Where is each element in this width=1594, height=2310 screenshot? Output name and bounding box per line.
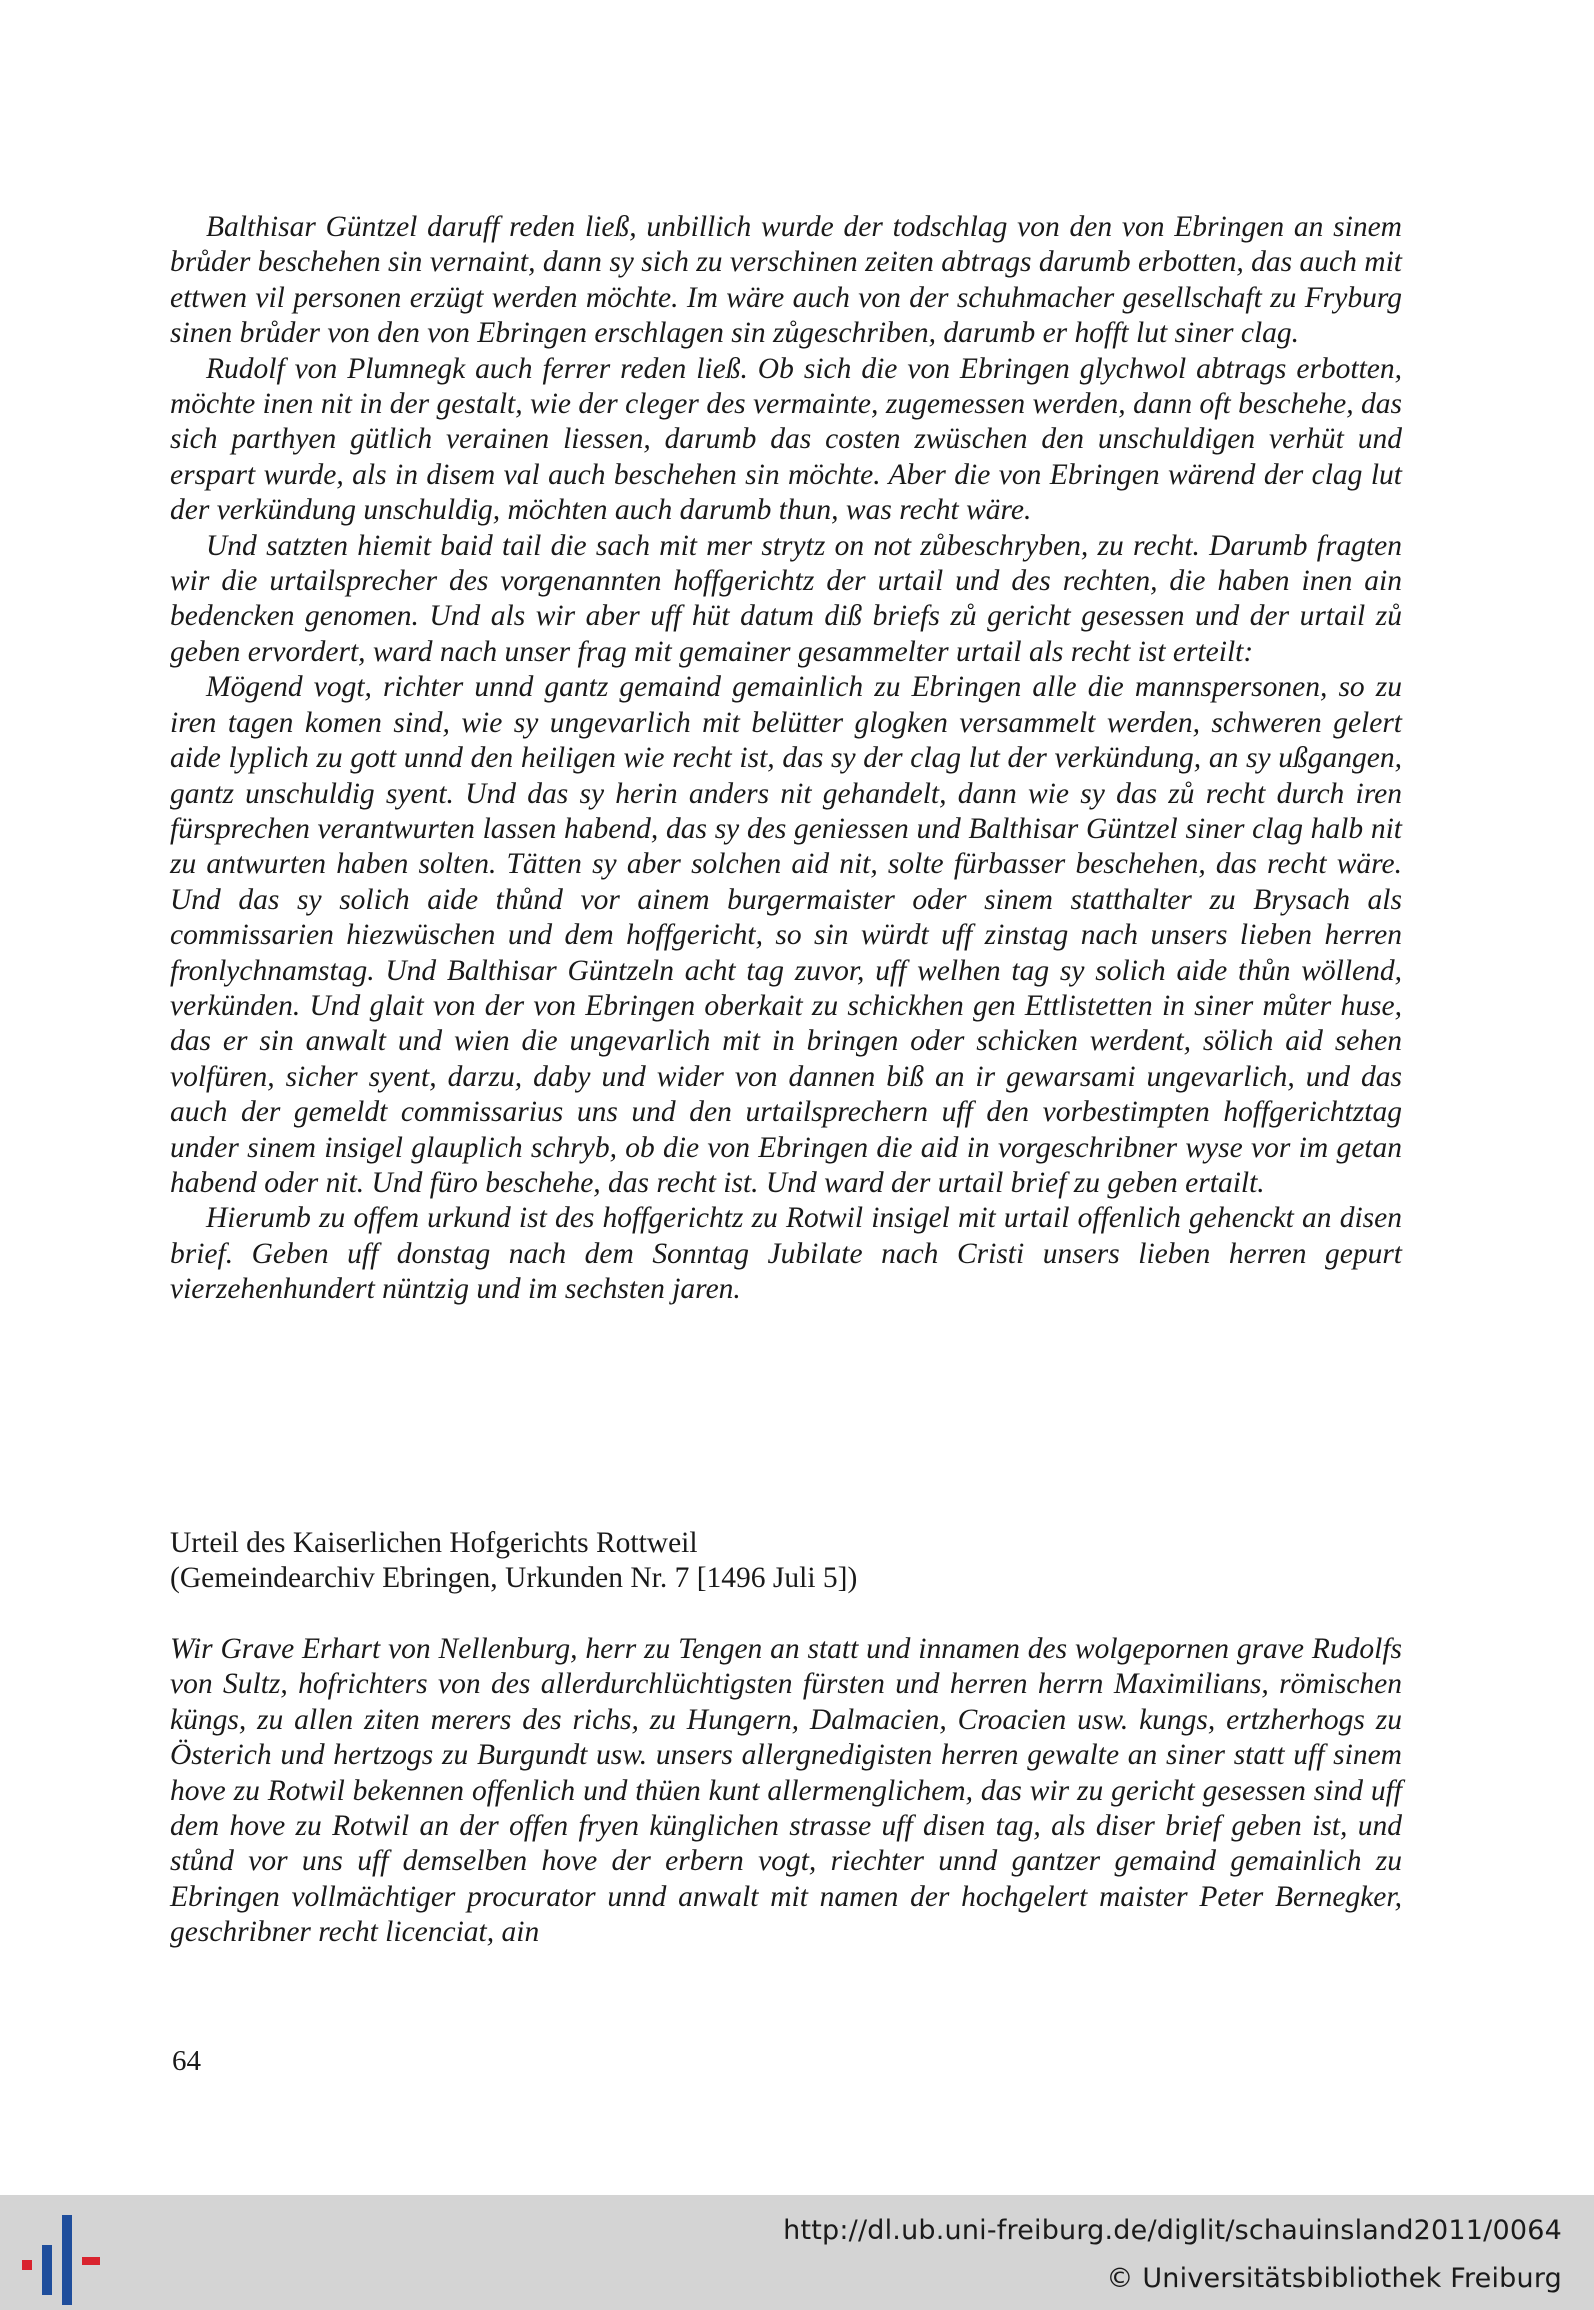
paragraph: Und satzten hiemit baid tail die sach mit mer strytz on not zůbeschryben, zu recht. Darumb fragten wir die urtailsprecher des vorgenannten hoffgerichtz der urtail und des rechten, die haben inen ain bedencken genomen. Und als wir aber uff hüt datum diß briefs zů gericht gesessen und der urtail zů geben ervordert, ward nach unser frag mit gemainer gesammelter urtail als recht ist erteilt: bbox=[170, 529, 1402, 668]
copyright-notice: © Universitätsbibliothek Freiburg bbox=[1106, 2263, 1562, 2294]
text-section-document bbox=[170, 1632, 1402, 1951]
paragraph: Mögend vogt, richter unnd gantz gemaind gemainlich zu Ebringen alle die mannspersonen, so zu iren tagen komen sind, wie sy ungevarlich mit belütter glogken versammelt werden, schweren gelert aide lyplich zu gott unnd den heiligen wie recht ist, das sy der clag lut der verkündung, an sy ußgangen, gantz unschuldig syent. Und das sy herin anders nit gehandelt, dann wie sy das zů recht durch iren fürsprechen verantwurten lassen habend, das sy des geniessen und Balthisar Güntzel siner clag halb nit zu antwurten haben solten. Tätten sy aber solchen aid nit, solte fürbasser beschehen, das recht wäre. Und das sy solich aide thůnd vor ainem burgermaister oder sinem statthalter zu Brysach als commissarien hiezwüschen und dem hoffgericht, so sin würdt uff zinstag nach unsers lieben herren fronlychnamstag. Und Balthisar Güntzeln acht tag zuvor, uff welhen tag sy solich aide thůn wöllend, verkünden. Und glait von der von Ebringen oberkait zu schickhen gen Ettlistetten in siner můter huse, das er sin anwalt und wien die ungevarlich mit in bringen oder schicken werdent, sölich aid sehen volfüren, sicher syent, darzu, daby und wider von dannen biß an ir gewarsami ungevarlich, und das auch der gemeldt commissarius uns und den urtailsprechern uff den vorbestimpten hoffgerichtztag under sinem insigel glauplich schryb, ob die von Ebringen die aid in vorgeschribner wyse vor im getan habend oder nit. Und füro beschehe, das recht ist. Und ward der urtail brief zu geben ertailt. bbox=[170, 671, 1402, 1199]
ub-freiburg-logo-icon bbox=[22, 2215, 102, 2305]
text-section-judgment bbox=[170, 210, 1402, 1308]
paragraph: Balthisar Güntzel daruff reden ließ, unbillich wurde der todschlag von den von Ebringen an sinem brůder beschehen sin vernaint, dann sy sich zu verschinen zeiten abtrags darumb erbotten, das auch mit ettwen vil personen erzügt werden möchte. Im wäre auch von der schuhmacher gesellschaft zu Fryburg sinen brůder von den von Ebringen erschlagen sin zůgeschriben, darumb er hofft lut siner clag. bbox=[170, 211, 1402, 350]
page-number: 64 bbox=[172, 2045, 201, 2077]
document-heading bbox=[170, 1526, 1402, 1597]
paragraph: Wir Grave Erhart von Nellenburg, herr zu Tengen an statt und innamen des wolgepornen grave Rudolfs von Sultz, hofrichters von des allerdurchlüchtigsten fürsten und herren herrn Maximilians, römischen küngs, zu allen ziten merers des richs, zu Hungern, Dalmacien, Croacien usw. kungs, ertzherhogs zu Österich und hertzogs zu Burgundt usw. unsers allergnedigisten herren gewalte an siner statt uff sinem hove zu Rotwil bekennen offenlich und thüen kunt allermenglichem, das wir zu gericht gesessen sind uff dem hove zu Rotwil an der offen fryen künglichen strasse uff disen tag, als diser brief geben ist, und stůnd vor uns uff demselben hove der erbern vogt, riechter unnd gantzer gemaind gemainlich zu Ebringen vollmächtiger procurator unnd anwalt mit namen der hochgelert maister Peter Bernegker, geschribner recht licenciat, ain bbox=[170, 1633, 1402, 1949]
heading-source: (Gemeindearchiv Ebringen, Urkunden Nr. 7 [1496 Juli 5]) bbox=[170, 1562, 858, 1595]
paragraph: Hierumb zu offem urkund ist des hoffgerichtz zu Rotwil insigel mit urtail offenlich gehenckt an disen brief. Geben uff donstag nach dem Sonntag Jubilate nach Cristi unsers lieben herren gepurt vierzehenhundert nüntzig und im sechsten jaren. bbox=[170, 1202, 1402, 1306]
heading-title: Urteil des Kaiserlichen Hofgerichts Rottweil bbox=[170, 1527, 698, 1559]
document-url-link[interactable]: http://dl.ub.uni-freiburg.de/diglit/schauinsland2011/0064 bbox=[783, 2215, 1562, 2246]
footer-bar bbox=[0, 2195, 1594, 2310]
paragraph: Rudolf von Plumnegk auch ferrer reden ließ. Ob sich die von Ebringen glychwol abtrags erbotten, möchte inen nit in der gestalt, wie der cleger des vermainte, zugemessen werden, dann oft beschehe, das sich parthyen gütlich verainen liessen, darumb das costen zwüschen den unschuldigen verhüt und erspart wurde, als in disem val auch beschehen sin möchte. Aber die von Ebringen wärend der clag lut der verkündung unschuldig, möchten auch darumb thun, was recht wäre. bbox=[170, 352, 1402, 527]
